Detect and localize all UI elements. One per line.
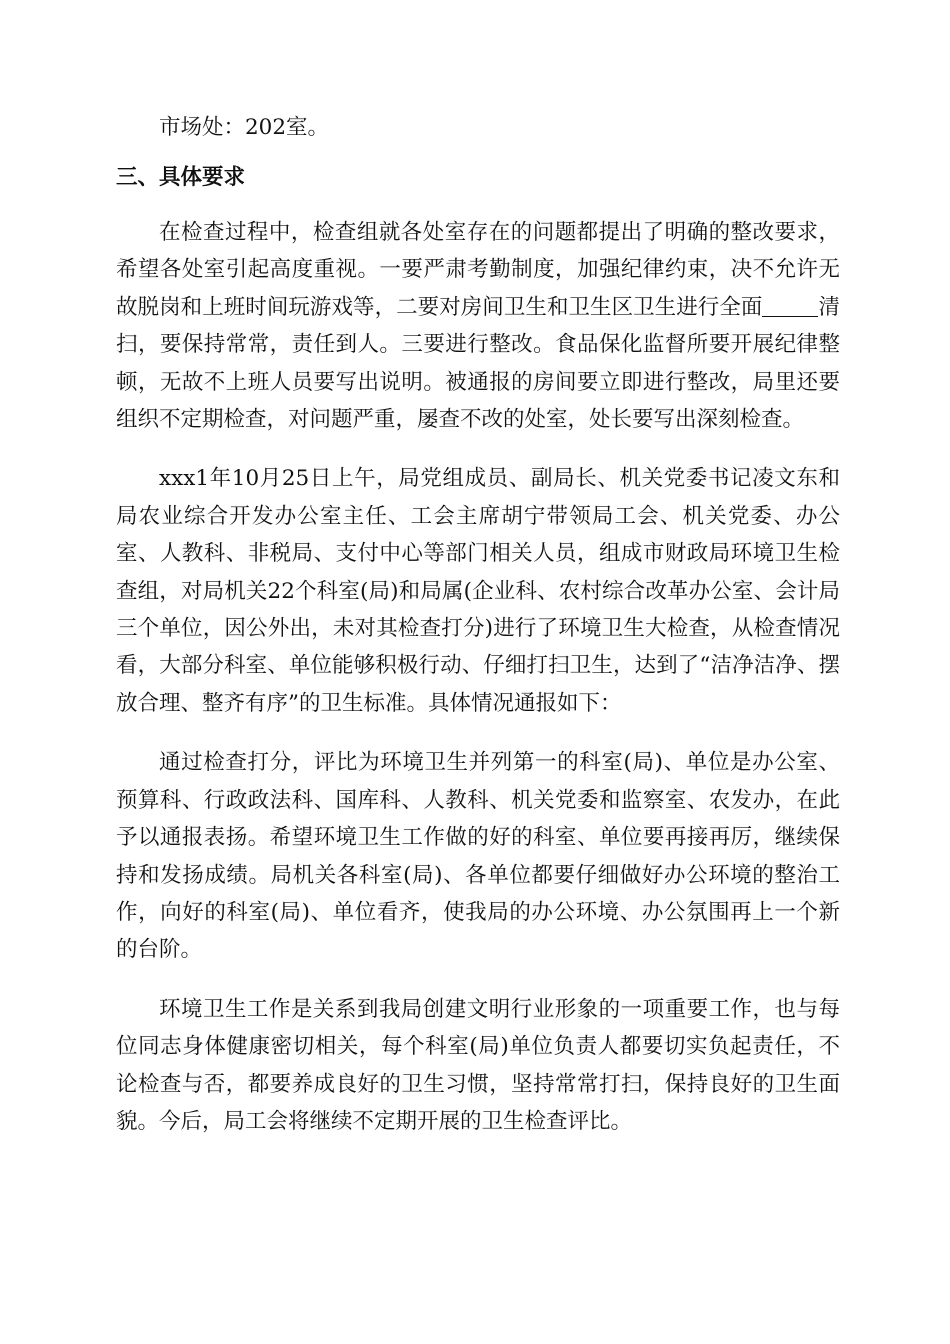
paragraph-requirements-text-2: 清扫，要保持常常，责任到人。三要进行整改。食品保化监督所要开展纪律整顿，无故不上班人员要写出说明。被通报的房间要立即进行整改，局里还要组织不定期检查，对问题严重，屡查不改的处室，处长要写出深刻检查。 [116, 294, 840, 433]
paragraph-conclusion: 环境卫生工作是关系到我局创建文明行业形象的一项重要工作，也与每位同志身体健康密切相关，每个科室(局)单位负责人都要切实负起责任，不论检查与否，都要养成良好的卫生习惯，坚持常常打扫，保持良好的卫生面貌。今后，局工会将继续不定期开展的卫生检查评比。 [116, 996, 840, 1134]
paragraph-requirements-text-1: 在检查过程中，检查组就各处室存在的问题都提出了明确的整改要求，希望各处室引起高度重视。一要严肃考勤制度，加强纪律约束，决不允许无故脱岗和上班时间玩游戏等，二要对房间卫生和卫生区卫生进行全面 [116, 220, 840, 320]
underline-blank [762, 294, 818, 317]
document-page [116, 110, 840, 1140]
paragraph-requirements [116, 214, 840, 438]
paragraph-commendation: 通过检查打分，评比为环境卫生并列第一的科室(局)、单位是办公室、预算科、行政政法科、国库科、人教科、机关党委和监察室、农发办，在此予以通报表扬。希望环境卫生工作做的好的科室、单位要再接再厉，继续保持和发扬成绩。局机关各科室(局)、各单位都要仔细做好办公环境的整治工作，向好的科室(局)、单位看齐，使我局的办公环境、办公氛围再上一个新的台阶。 [116, 750, 840, 963]
paragraph-inspection-report: xxx1年10月25日上午，局党组成员、副局长、机关党委书记凌文东和局农业综合开发办公室主任、工会主席胡宁带领局工会、机关党委、办公室、人教科、非税局、支付中心等部门相关人员，组成市财政局环境卫生检查组，对局机关22个科室(局)和局属(企业科、农村综合改革办公室、会计局三个单位，因公外出，未对其检查打分)进行了环境卫生大检查，从检查情况看，大部分科室、单位能够积极行动、仔细打扫卫生，达到了“洁净洁净、摆放合理、整齐有序”的卫生标准。具体情况通报如下： [116, 466, 840, 716]
room-assignment-line: 市场处：202室。 [159, 115, 330, 140]
section-heading: 三、具体要求 [116, 165, 246, 190]
